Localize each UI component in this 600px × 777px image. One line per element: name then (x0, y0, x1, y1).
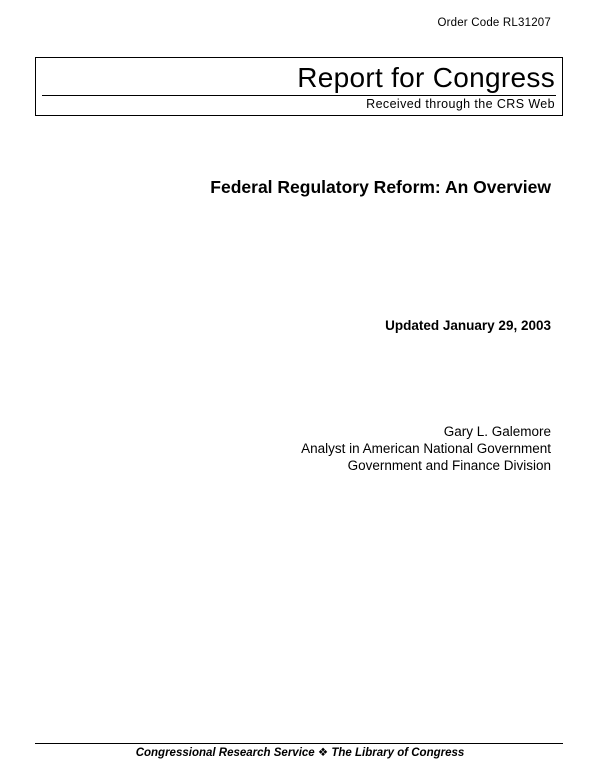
footer-text: Congressional Research Service ❖ The Library of Congress (135, 747, 465, 759)
report-banner (35, 57, 563, 116)
author-position: Analyst in American National Government (301, 441, 551, 456)
document-title: Federal Regulatory Reform: An Overview (210, 177, 551, 197)
author-block (301, 423, 551, 474)
footer-divider (35, 743, 563, 744)
order-code: Order Code RL31207 (437, 17, 551, 29)
banner-title: Report for Congress (297, 62, 555, 93)
updated-date: Updated January 29, 2003 (385, 318, 551, 333)
author-name: Gary L. Galemore (443, 424, 551, 439)
banner-subtitle: Received through the CRS Web (366, 97, 555, 111)
author-division: Government and Finance Division (347, 458, 551, 473)
